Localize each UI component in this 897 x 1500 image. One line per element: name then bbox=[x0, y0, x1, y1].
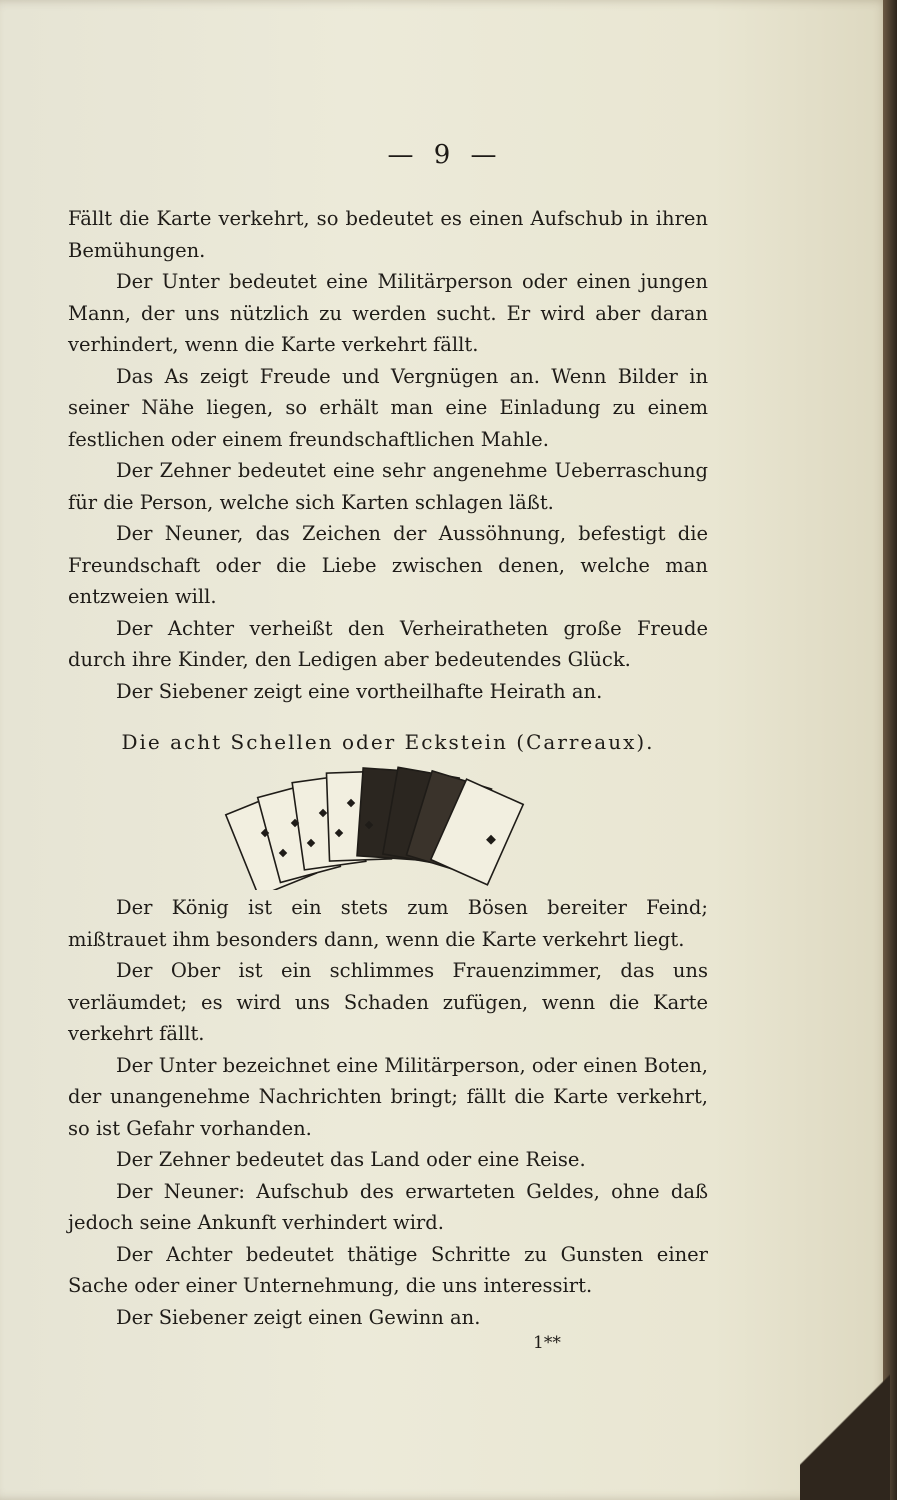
text-block-hearts bbox=[68, 203, 708, 707]
paragraph: Der Neuner, das Zeichen der Aussöhnung, befestigt die Freundschaft oder die Liebe zwischen denen, welche man entzweien will. bbox=[68, 522, 708, 608]
paragraph: Der Unter bezeichnet eine Militärperson, oder einen Boten, der unangenehme Nachrichten bringt; fällt die Karte verkehrt, so ist Gefahr vorhanden. bbox=[68, 1053, 708, 1140]
paragraph: Der Neuner: Aufschub des erwarteten Geldes, ohne daß jedoch seine Ankunft verhindert wird. bbox=[68, 1179, 708, 1234]
torn-corner bbox=[800, 1360, 890, 1500]
paragraph: Fällt die Karte verkehrt, so bedeutet es einen Aufschub in ihren Bemühungen. bbox=[68, 207, 708, 262]
paragraph: Der Unter bedeutet eine Militärperson oder einen jungen Mann, der uns nützlich zu werden sucht. Er wird aber daran verhindert, wenn die Karte verkehrt fällt. bbox=[68, 270, 708, 356]
paragraph: Der Zehner bedeutet das Land oder eine Reise. bbox=[116, 1148, 586, 1171]
page-edge-shadow bbox=[883, 0, 897, 1500]
text-block-diamonds bbox=[68, 892, 708, 1333]
paragraph: Der Achter bedeutet thätige Schritte zu Gunsten einer Sache oder einer Unternehmung, die uns interessirt. bbox=[68, 1242, 708, 1297]
page-number: — 9 — bbox=[387, 140, 503, 170]
paragraph: Der Siebener zeigt eine vortheilhafte Heirath an. bbox=[116, 679, 603, 703]
card-fan-illustration bbox=[220, 760, 540, 890]
paragraph: Der Achter verheißt den Verheiratheten große Freude durch ihre Kinder, den Ledigen aber bedeutendes Glück. bbox=[68, 616, 708, 671]
signature-mark: 1** bbox=[533, 1333, 561, 1353]
paragraph: Der Zehner bedeutet eine sehr angenehme Ueberraschung für die Person, welche sich Karten schlagen läßt. bbox=[68, 459, 708, 514]
paragraph: Der Ober ist ein schlimmes Frauenzimmer, das uns verläumdet; es wird uns Schaden zufügen, wenn die Karte verkehrt fällt. bbox=[68, 959, 708, 1045]
section-heading: Die acht Schellen oder Eckstein (Carreaux). bbox=[121, 730, 655, 754]
paragraph: Der König ist ein stets zum Bösen bereiter Feind; mißtrauet ihm besonders dann, wenn die Karte verkehrt liegt. bbox=[68, 896, 708, 951]
paragraph: Der Siebener zeigt einen Gewinn an. bbox=[116, 1305, 481, 1329]
paragraph: Das As zeigt Freude und Vergnügen an. Wenn Bilder in seiner Nähe liegen, so erhält man eine Einladung zu einem festlichen oder einem freundschaftlichen Mahle. bbox=[68, 364, 708, 451]
